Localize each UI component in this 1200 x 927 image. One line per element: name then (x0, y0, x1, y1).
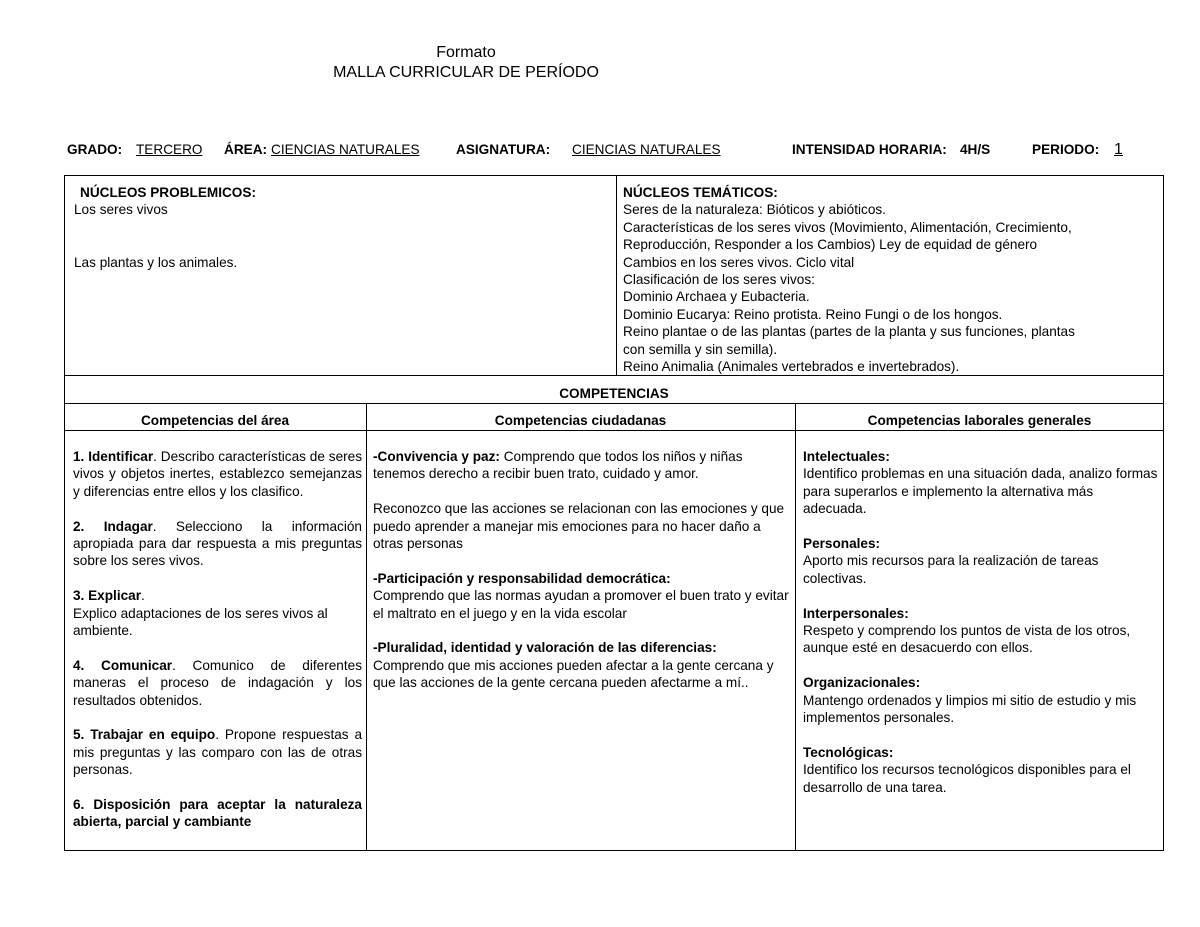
laboral-item-text: Respeto y comprendo los puntos de vista de los otros, aunque esté en desacuerdo con ellos. (803, 623, 1131, 656)
area-item-title: 4. Comunicar (73, 657, 173, 673)
area-item-text: . Selecciono la información apropiada para dar respuesta a mis preguntas sobre los seres vivos. (73, 518, 362, 569)
area-item-text: . Comunico de diferentes maneras el proceso de indagación y los resultados obtenidos. (73, 657, 362, 708)
column-header-area: Competencias del área (140, 413, 290, 428)
laboral-item-title: Tecnológicas: (803, 744, 894, 760)
area-item-title: 1. Identificar (73, 449, 154, 464)
area-item-text: . Describo características de seres vivos y objetos inertes, establezco semejanzas y diferencias entre ellos y los clasifico. (73, 449, 363, 499)
title-line-2: MALLA CURRICULAR DE PERÍODO (333, 64, 599, 81)
area-label: ÁREA: (224, 142, 268, 157)
area-item (73, 448, 362, 500)
periodo-value: 1 (1114, 141, 1123, 158)
area-item (73, 518, 362, 570)
column-header-laborales: Competencias laborales generales (867, 413, 1092, 428)
intensidad-label: INTENSIDAD HORARIA: (792, 142, 947, 157)
area-item-extra: Explico adaptaciones de los seres vivos al ambiente. (73, 605, 328, 639)
header-info (67, 142, 1167, 162)
asignatura-value: CIENCIAS NATURALES (572, 142, 721, 157)
ciudadana-item-title: -Convivencia y paz: (373, 449, 500, 464)
nucleos-problemicos-cell (74, 184, 604, 271)
laboral-item-title: Organizacionales: (803, 675, 921, 691)
ciudadana-item (373, 448, 791, 483)
laboral-item-text: Aporto mis recursos para la realización de tareas colectivas. (803, 553, 1099, 586)
area-item-title: 3. Explicar (73, 588, 142, 604)
nucleos-problemicos-heading: NÚCLEOS PROBLEMICOS: (80, 185, 256, 200)
tematico-line: Reino plantae o de las plantas (partes de la planta y sus funciones, plantas (623, 324, 1075, 340)
area-item-title: 2. Indagar (73, 518, 153, 534)
problema-item: Los seres vivos (74, 202, 168, 218)
ciudadana-item-extra: Reconozco que las acciones se relacionan con las emociones y que puedo aprender a manejar mis emociones para no hacer daño a otras personas (373, 501, 785, 552)
tematico-line: Características de los seres vivos (Movimiento, Alimentación, Crecimiento, (623, 219, 1072, 235)
area-item-title: 6. Disposición para aceptar la naturaleza abierta, parcial y cambiante (73, 797, 362, 830)
nucleos-tematicos-cell (623, 184, 1155, 375)
ciudadana-item-extra: Comprendo que las normas ayudan a promover el buen trato y evitar el maltrato en el juego y en la vida escolar (373, 588, 789, 621)
nucleos-divider (616, 175, 617, 376)
competencias-laborales-cell (803, 448, 1159, 796)
laboral-item-text: Mantengo ordenados y limpios mi sitio de estudio y mis implementos personales. (803, 692, 1137, 726)
competencias-area-cell (73, 448, 362, 831)
area-item-title: 5. Trabajar en equipo (73, 727, 216, 743)
problema-item: Las plantas y los animales. (74, 254, 238, 270)
tematico-line: Seres de la naturaleza: Bióticos y abióticos. (623, 202, 886, 218)
nucleos-tematicos-heading: NÚCLEOS TEMÁTICOS: (623, 185, 778, 200)
competencias-heading: COMPETENCIAS (559, 386, 669, 401)
laboral-item-text: Identifico problemas en una situación dada, analizo formas para superarlos e implemento la alternativa más adecuada. (803, 466, 1158, 517)
tematico-line: Dominio Archaea y Eubacteria. (623, 289, 810, 305)
ciudadana-item-title: -Participación y responsabilidad democrática: (373, 570, 671, 586)
area-item (73, 726, 362, 778)
competencias-heading-border (64, 403, 1164, 404)
column-header-ciudadanas: Competencias ciudadanas (494, 413, 667, 428)
area-item (73, 657, 362, 709)
competencias-ciudadanas-cell (373, 448, 791, 692)
asignatura-label: ASIGNATURA: (456, 142, 551, 157)
area-item-text: . Propone respuestas a mis preguntas y las comparo con las de otras personas. (73, 727, 363, 778)
laboral-item-text: Identifico los recursos tecnológicos disponibles para el desarrollo de una tarea. (803, 762, 1131, 795)
ciudadana-item-text: Comprendo que todos los niños y niñas tenemos derecho a recibir buen trato, cuidado y amor. (373, 449, 743, 482)
laboral-item-title: Personales: (803, 536, 881, 552)
laboral-item-title: Intelectuales: (803, 449, 890, 464)
intensidad-value: 4H/S (960, 142, 991, 157)
area-item (73, 796, 362, 831)
document-title (0, 43, 932, 83)
area-item (73, 587, 362, 604)
tematico-line: con semilla y sin semilla). (623, 341, 778, 357)
columns-heading-border (64, 430, 1164, 431)
grado-value: TERCERO (136, 142, 203, 157)
laboral-item-title: Interpersonales: (803, 605, 909, 621)
grado-label: GRADO: (67, 142, 123, 157)
tematico-line: Reproducción, Responder a los Cambios) Ley de equidad de género (623, 237, 1038, 253)
area-item-text: . (141, 588, 145, 604)
ciudadana-item-title: -Pluralidad, identidad y valoración de las diferencias: (373, 640, 717, 656)
ciudadana-item-extra: Comprendo que mis acciones pueden afectar a la gente cercana y que las acciones de la gente cercana pueden afectarme a mí.. (373, 657, 774, 691)
tematico-line: Cambios en los seres vivos. Ciclo vital (623, 254, 855, 270)
title-line-1: Formato (436, 44, 496, 61)
column-divider-2 (795, 403, 796, 851)
periodo-label: PERIODO: (1032, 142, 1100, 157)
tematico-line: Clasificación de los seres vivos: (623, 272, 815, 288)
area-value: CIENCIAS NATURALES (271, 142, 420, 157)
column-divider-1 (366, 403, 367, 851)
tematico-line: Reino Animalia (Animales vertebrados e invertebrados). (623, 359, 960, 375)
tematico-line: Dominio Eucarya: Reino protista. Reino Fungi o de los hongos. (623, 306, 1003, 322)
